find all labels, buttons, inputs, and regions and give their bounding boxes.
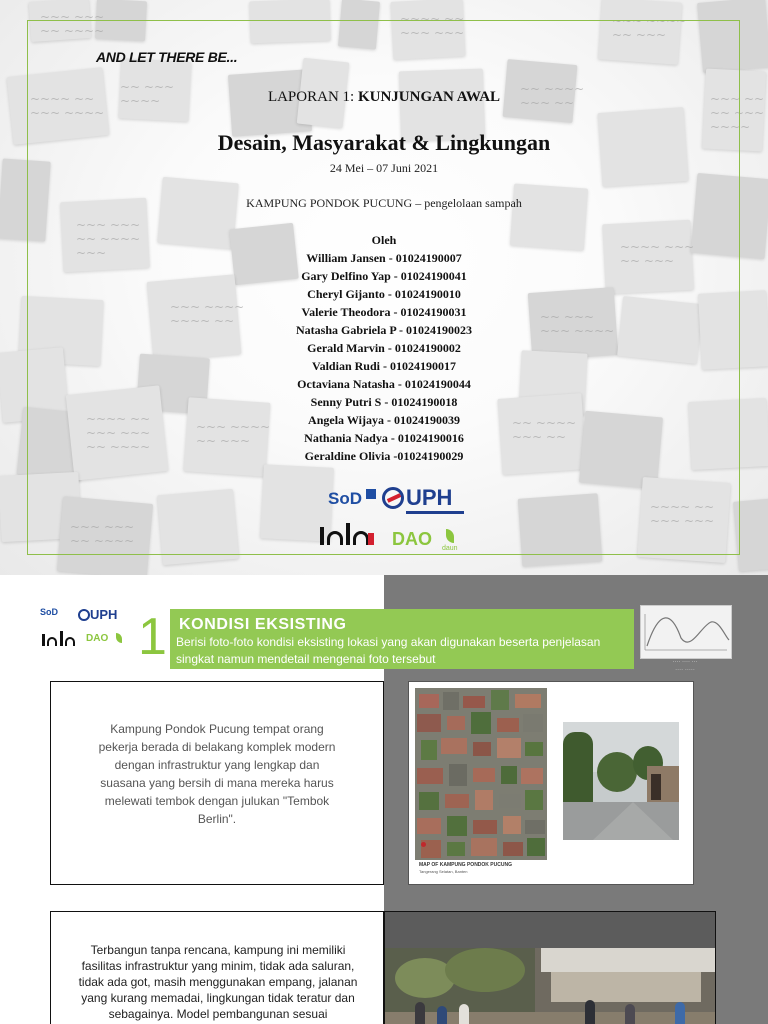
daun-leaf-icon <box>116 633 122 643</box>
section-description: Berisi foto-foto kondisi eksisting lokasi yang akan digunakan beserta penjelasan singkat namun mendetail mengenai foto tersebut <box>176 635 601 666</box>
photo-panel-2 <box>384 911 716 1024</box>
existing-conditions-page <box>0 575 768 1024</box>
uph-logo-small: UPH <box>90 607 118 622</box>
author-item: Cheryl Gijanto - 01024190010 <box>307 287 461 301</box>
report-name: KUNJUNGAN AWAL <box>357 89 501 105</box>
photo-panel-1 <box>408 681 694 885</box>
tagline: AND LET THERE BE... <box>96 49 238 65</box>
report-label <box>0 89 768 106</box>
author-list <box>0 249 768 465</box>
section-number: 1 <box>138 608 167 666</box>
uph-emblem-icon <box>382 487 404 509</box>
indah-logo-icon <box>320 523 378 551</box>
author-item: Geraldine Olivia -01024190029 <box>304 449 464 463</box>
by-label: Oleh <box>371 233 397 247</box>
sod-mark-icon <box>366 489 376 499</box>
report-prefix: LAPORAN 1: <box>267 89 358 105</box>
page-title: Desain, Masyarakat & Lingkungan <box>217 130 551 155</box>
description-box-2 <box>50 911 384 1024</box>
daun-logo: daun <box>442 545 458 552</box>
author-item: William Jansen - 01024190007 <box>306 251 462 265</box>
sod-logo: SoD <box>328 489 362 508</box>
aerial-map-photo <box>415 688 547 880</box>
author-item: Senny Putri S - 01024190018 <box>310 395 458 409</box>
section-title: KONDISI EKSISTING <box>179 616 347 633</box>
box2-text: Terbangun tanpa rencana, kampung ini memiliki fasilitas infrastruktur yang minim, tidak ada saluran, tidak ada got, masih menggunakan empang, jalanan yang kurang memadai, lingkungan tidak teratur dan sebagainya. Model pembangunan sesuai <box>78 943 358 1021</box>
uph-logo: UPH <box>406 485 453 510</box>
mini-graph-caption-texture: ···· ···· ··· ···· ····· <box>672 659 698 673</box>
daun-leaf-icon <box>446 529 454 543</box>
mini-graph-thumbnail <box>640 605 732 659</box>
author-item: Gerald Marvin - 01024190002 <box>307 341 461 355</box>
author-item: Natasha Gabriela P - 01024190023 <box>296 323 472 337</box>
author-item: Octaviana Natasha - 01024190044 <box>297 377 471 391</box>
indah-logo-icon <box>42 631 78 649</box>
author-item: Valerie Theodora - 01024190031 <box>301 305 467 319</box>
description-box-1 <box>50 681 384 885</box>
village-photo <box>385 948 716 1024</box>
uph-emblem-icon <box>78 609 90 621</box>
box1-text: Kampung Pondok Pucung tempat orang pekerja berada di belakang komplek modern dengan infrastruktur yang lengkap dan suasana yang bersih di mana mereka harus melewati tembok dengan julukan "Tembok Berlin". <box>98 722 336 826</box>
header-logos <box>38 605 130 655</box>
dao-logo-small: DAO <box>86 633 109 644</box>
wave-graph-icon <box>641 606 731 658</box>
sod-logo-small: SoD <box>40 607 58 617</box>
author-item: Gary Delfino Yap - 01024190041 <box>301 269 467 283</box>
partner-logos <box>318 485 468 557</box>
map-caption: MAP OF KAMPUNG PONDOK PUCUNG <box>419 862 512 868</box>
cover-page: ~~~ ~~~ ~~ ~~~~ ~~~~ ~~ ~~~ ~~~ ~~~ ~~~~ ~~ ~~~ ~~~~ ~~ ~~~ ~~~~ ~~ ~~~ ~~~~ ~~ ~~~~ ~~~ ~~ ~~~ ~~ ~~ ~~~ ~~~~ ~~~ ~~~ ~~ ~~~~ ~~~ ~~~~ ~~~ ~~ ~~~ ~~~ ~~~~ ~~~~ ~~ ~~ ~~~ ~~~ ~~~~ ~~~~ ~~ ~~~ ~~~ ~~ ~~~~ ~~~ ~~~~ ~~ ~~~ ~~ ~~~~ ~~~ ~~ ~~~~ ~~ ~~~ ~~~ ~~~ ~~~ ~~ ~~~~ AND LET THERE BE... LAPORAN 1: KUNJUNGAN AWAL Desain, Masyarakat & Lingkungan 24 Mei – 07 Juni 2021 KAMPUNG PONDOK PUCUNG – pengelolaan sampah Oleh William Jansen - 01024190007 Gary Delfino Yap - 01024190041 Cheryl Gijanto - 01024190010 Valerie Theodora - 01024190031 Natasha Gabriela P - 01024190023 Gerald Marvin - 01024190002 Valdian Rudi - 01024190017 Octaviana Natasha - 01024190044 Senny Putri S - 01024190018 Angela Wijaya - 01024190039 Nathania Nadya - 01024190016 Geraldine Olivia -01024190029 SoD UPH DAO daun <box>0 0 768 575</box>
author-item: Nathania Nadya - 01024190016 <box>304 431 464 445</box>
date-range: 24 Mei – 07 Juni 2021 <box>329 161 439 175</box>
location-subtitle: KAMPUNG PONDOK PUCUNG – pengelolaan sampah <box>246 196 522 210</box>
uph-subtitle-bar <box>406 511 464 514</box>
map-subcaption: Tangerang Selatan, Banten <box>419 869 468 874</box>
street-photo <box>563 722 679 840</box>
author-item: Valdian Rudi - 01024190017 <box>312 359 456 373</box>
author-item: Angela Wijaya - 01024190039 <box>308 413 460 427</box>
map-marker-icon <box>421 842 426 847</box>
dao-logo: DAO <box>392 529 432 549</box>
